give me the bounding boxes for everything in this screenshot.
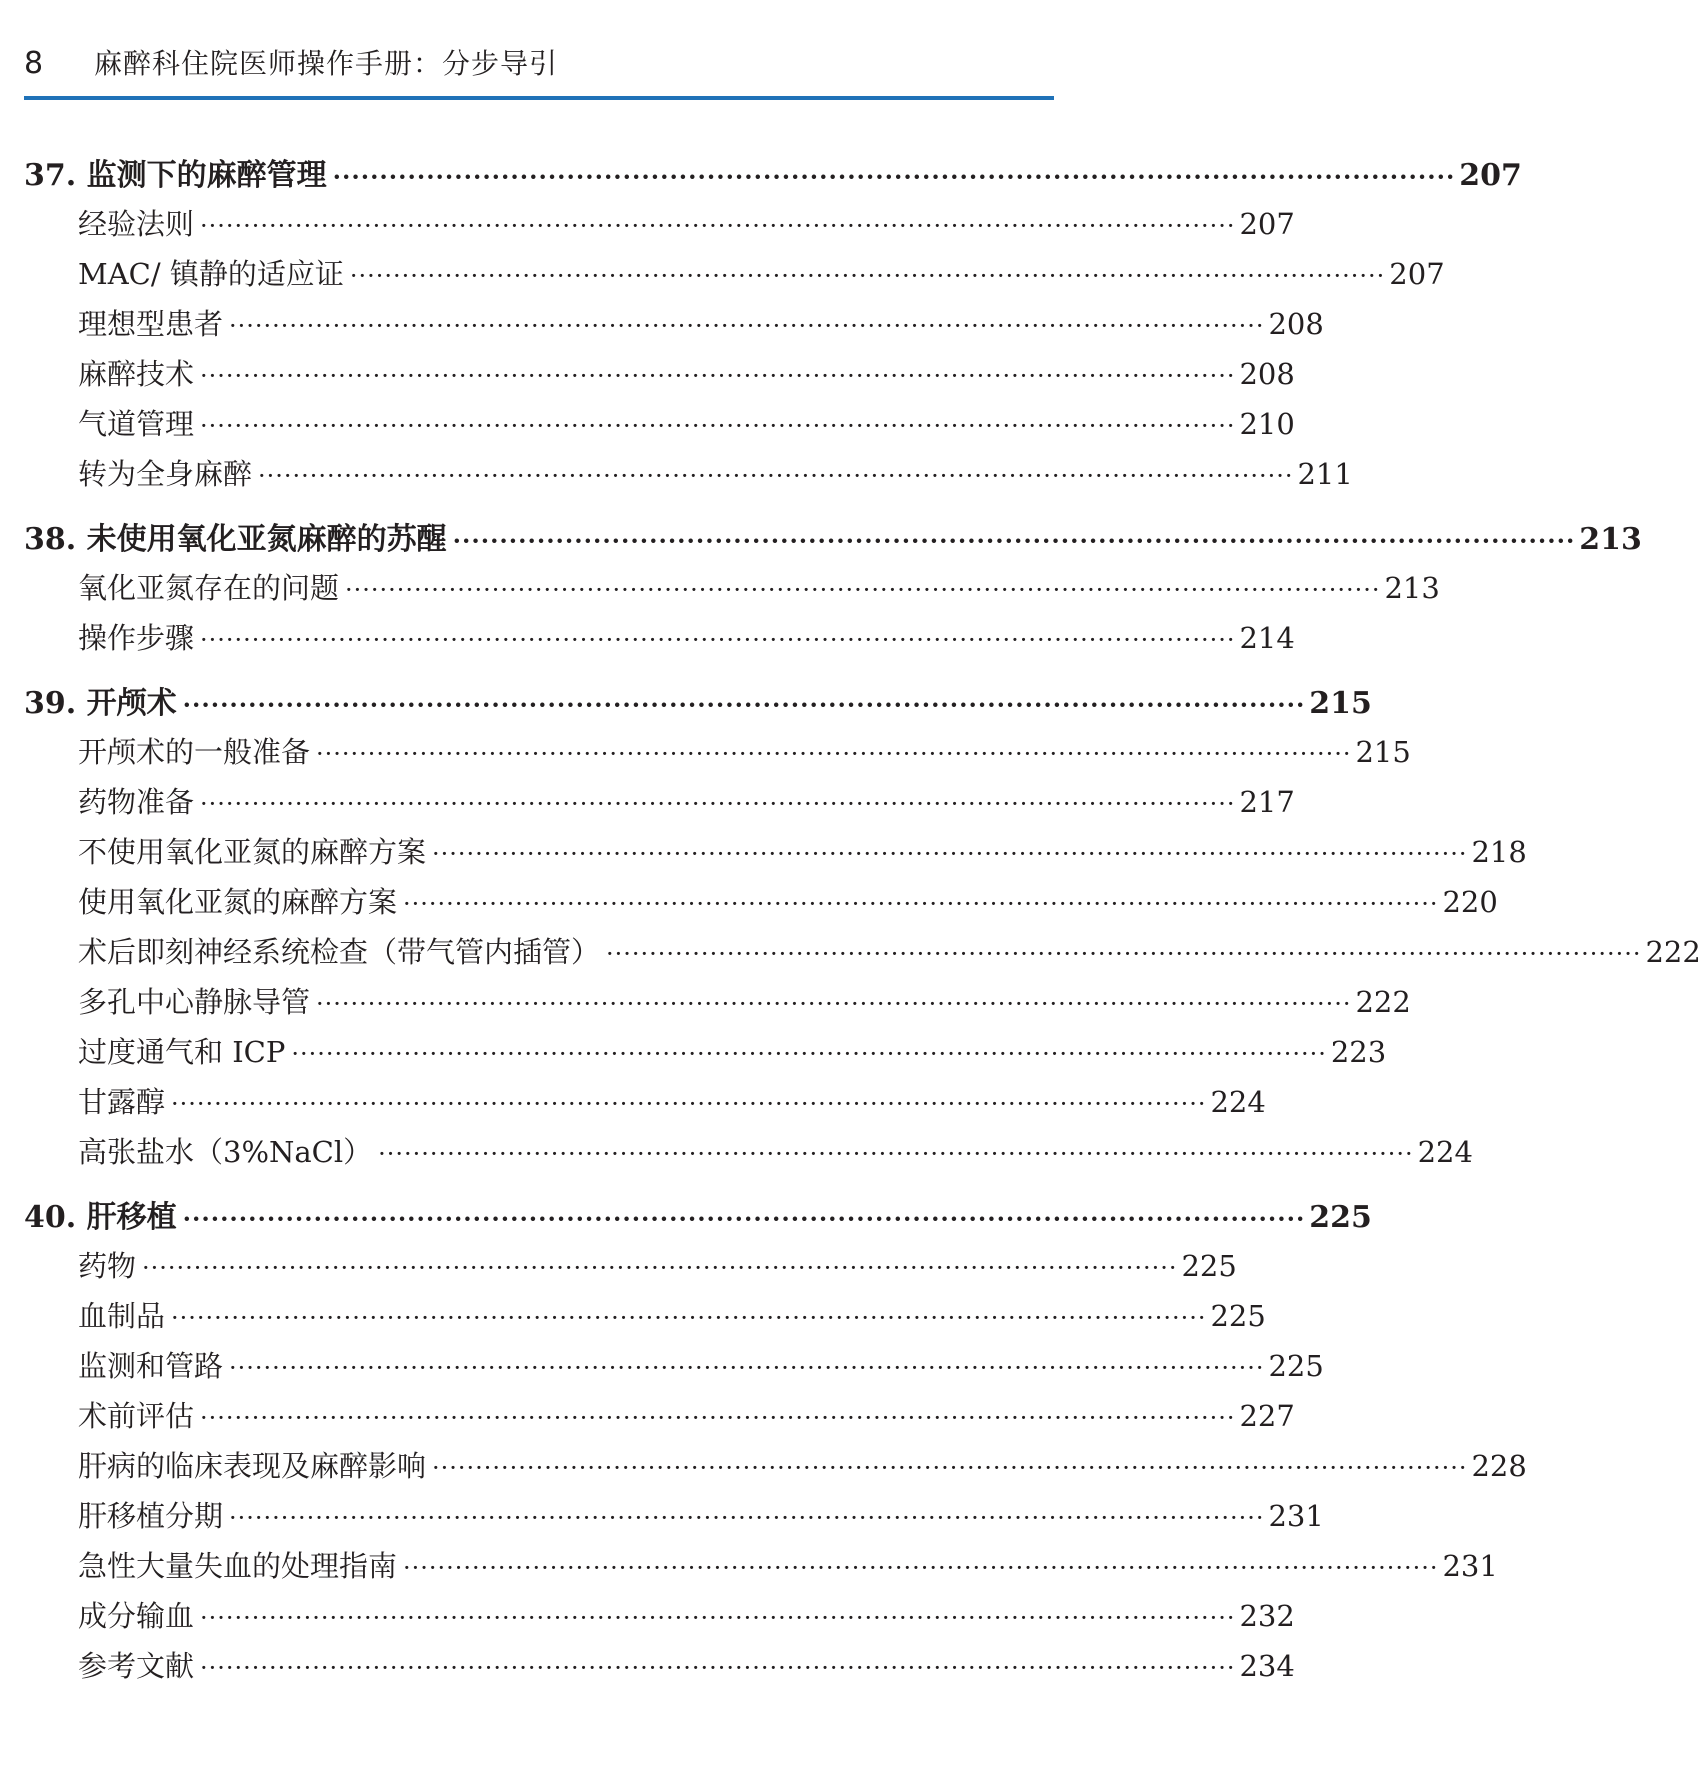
toc-entry[interactable] bbox=[24, 302, 1324, 352]
toc-entry[interactable] bbox=[24, 1080, 1266, 1130]
dot-leader: ························································································································ bbox=[316, 740, 1352, 768]
page-number: 8 bbox=[24, 46, 44, 81]
dot-leader: ························································································································ bbox=[258, 462, 1294, 490]
toc-chapter bbox=[24, 514, 1642, 666]
entry-page-number: 224 bbox=[1417, 1135, 1473, 1169]
toc-entry[interactable] bbox=[24, 730, 1411, 780]
toc-entry[interactable] bbox=[24, 252, 1445, 302]
toc-entry[interactable] bbox=[24, 1494, 1324, 1544]
entry-page-number: 208 bbox=[1239, 357, 1295, 391]
dot-leader: ························································································································ bbox=[200, 362, 1236, 390]
dot-leader: ························································································································ bbox=[316, 990, 1352, 1018]
toc-entry[interactable] bbox=[24, 1544, 1498, 1594]
dot-leader: ························································································································ bbox=[200, 790, 1236, 818]
entry-page-number: 214 bbox=[1239, 621, 1295, 655]
entry-page-number: 225 bbox=[1268, 1349, 1324, 1383]
entry-title: 成分输血 bbox=[78, 1599, 195, 1633]
entry-page-number: 228 bbox=[1471, 1449, 1527, 1483]
entry-page-number: 225 bbox=[1210, 1299, 1266, 1333]
entry-page-number: 215 bbox=[1355, 735, 1411, 769]
chapter-heading[interactable] bbox=[24, 150, 1522, 202]
dot-leader: ························································································································ bbox=[171, 1304, 1207, 1332]
dot-leader: ························································································································ bbox=[182, 690, 1306, 719]
dot-leader: ························································································································ bbox=[171, 1090, 1207, 1118]
entry-page-number: 225 bbox=[1181, 1249, 1237, 1283]
running-header bbox=[24, 44, 1054, 100]
entry-title: 理想型患者 bbox=[78, 307, 224, 341]
entry-title: MAC/ 镇静的适应证 bbox=[78, 257, 344, 291]
entry-title: 多孔中心静脉导管 bbox=[78, 985, 311, 1019]
entry-title: 经验法则 bbox=[78, 207, 195, 241]
entry-title: 甘露醇 bbox=[78, 1085, 166, 1119]
dot-leader: ························································································································ bbox=[403, 890, 1439, 918]
dot-leader: ························································································································ bbox=[452, 526, 1576, 555]
chapter-heading[interactable] bbox=[24, 1192, 1372, 1244]
dot-leader: ························································································································ bbox=[432, 840, 1468, 868]
entry-title: 使用氧化亚氮的麻醉方案 bbox=[78, 885, 398, 919]
toc-entry[interactable] bbox=[24, 1444, 1527, 1494]
dot-leader: ························································································································ bbox=[432, 1454, 1468, 1482]
entry-title: 开颅术的一般准备 bbox=[78, 735, 311, 769]
entry-title: 术后即刻神经系统检查（带气管内插管） bbox=[78, 935, 601, 969]
dot-leader: ························································································································ bbox=[606, 940, 1642, 968]
entry-title: 转为全身麻醉 bbox=[78, 457, 253, 491]
dot-leader: ························································································································ bbox=[378, 1140, 1414, 1168]
chapter-page-number: 207 bbox=[1459, 158, 1522, 193]
entry-page-number: 227 bbox=[1239, 1399, 1295, 1433]
toc-entry[interactable] bbox=[24, 1294, 1266, 1344]
entry-page-number: 223 bbox=[1330, 1035, 1387, 1069]
toc-entry[interactable] bbox=[24, 1130, 1473, 1180]
table-of-contents bbox=[24, 150, 1701, 1706]
toc-entry[interactable] bbox=[24, 780, 1295, 830]
entry-title: 不使用氧化亚氮的麻醉方案 bbox=[78, 835, 427, 869]
entry-title: 急性大量失血的处理指南 bbox=[78, 1549, 398, 1583]
entry-title: 肝病的临床表现及麻醉影响 bbox=[78, 1449, 427, 1483]
entry-title: 肝移植分期 bbox=[78, 1499, 224, 1533]
dot-leader: ························································································································ bbox=[349, 262, 1386, 290]
chapter-heading[interactable] bbox=[24, 678, 1372, 730]
entry-title: 过度通气和 ICP bbox=[78, 1035, 286, 1069]
entry-page-number: 222 bbox=[1645, 935, 1701, 969]
entry-page-number: 231 bbox=[1442, 1549, 1498, 1583]
entry-title: 气道管理 bbox=[78, 407, 195, 441]
chapter-title: 39. 开颅术 bbox=[24, 686, 177, 721]
entry-title: 药物 bbox=[78, 1249, 137, 1283]
dot-leader: ························································································································ bbox=[332, 162, 1456, 191]
chapter-title: 37. 监测下的麻醉管理 bbox=[24, 158, 327, 193]
chapter-page-number: 225 bbox=[1309, 1200, 1372, 1235]
toc-entry[interactable] bbox=[24, 1394, 1295, 1444]
entry-page-number: 224 bbox=[1210, 1085, 1266, 1119]
toc-entry[interactable] bbox=[24, 1030, 1387, 1080]
entry-page-number: 207 bbox=[1389, 257, 1445, 291]
toc-entry[interactable] bbox=[24, 1244, 1237, 1294]
toc-entry[interactable] bbox=[24, 930, 1701, 980]
toc-entry[interactable] bbox=[24, 452, 1353, 502]
dot-leader: ························································································································ bbox=[403, 1554, 1439, 1582]
entry-title: 操作步骤 bbox=[78, 621, 195, 655]
toc-entry[interactable] bbox=[24, 1644, 1295, 1694]
toc-chapter bbox=[24, 678, 1701, 1180]
chapter-title: 38. 未使用氧化亚氮麻醉的苏醒 bbox=[24, 522, 447, 557]
entry-page-number: 207 bbox=[1239, 207, 1295, 241]
entry-page-number: 210 bbox=[1239, 407, 1295, 441]
dot-leader: ························································································································ bbox=[291, 1040, 1327, 1068]
chapter-page-number: 213 bbox=[1579, 522, 1642, 557]
entry-title: 药物准备 bbox=[78, 785, 195, 819]
dot-leader: ························································································································ bbox=[200, 1604, 1236, 1632]
chapter-heading[interactable] bbox=[24, 514, 1642, 566]
book-title: 麻醉科住院医师操作手册：分步导引 bbox=[94, 47, 559, 80]
toc-entry[interactable] bbox=[24, 566, 1440, 616]
dot-leader: ························································································································ bbox=[142, 1254, 1178, 1282]
chapter-title: 40. 肝移植 bbox=[24, 1200, 177, 1235]
entry-title: 氧化亚氮存在的问题 bbox=[78, 571, 340, 605]
entry-title: 参考文献 bbox=[78, 1649, 195, 1683]
dot-leader: ························································································································ bbox=[182, 1204, 1306, 1233]
entry-page-number: 213 bbox=[1384, 571, 1440, 605]
chapter-page-number: 215 bbox=[1309, 686, 1372, 721]
entry-title: 术前评估 bbox=[78, 1399, 195, 1433]
entry-page-number: 218 bbox=[1471, 835, 1527, 869]
toc-entry[interactable] bbox=[24, 830, 1527, 880]
entry-page-number: 231 bbox=[1268, 1499, 1324, 1533]
entry-page-number: 234 bbox=[1239, 1649, 1295, 1683]
entry-page-number: 208 bbox=[1268, 307, 1324, 341]
dot-leader: ························································································································ bbox=[345, 576, 1381, 604]
dot-leader: ························································································································ bbox=[200, 1654, 1236, 1682]
dot-leader: ························································································································ bbox=[229, 312, 1265, 340]
entry-page-number: 211 bbox=[1297, 457, 1353, 491]
entry-page-number: 232 bbox=[1239, 1599, 1295, 1633]
entry-page-number: 217 bbox=[1239, 785, 1295, 819]
dot-leader: ························································································································ bbox=[200, 412, 1236, 440]
dot-leader: ························································································································ bbox=[229, 1504, 1265, 1532]
toc-entry[interactable] bbox=[24, 352, 1295, 402]
entry-title: 血制品 bbox=[78, 1299, 166, 1333]
toc-entry[interactable] bbox=[24, 1344, 1324, 1394]
toc-entry[interactable] bbox=[24, 202, 1295, 252]
dot-leader: ························································································································ bbox=[200, 626, 1236, 654]
entry-page-number: 220 bbox=[1442, 885, 1498, 919]
toc-entry[interactable] bbox=[24, 616, 1295, 666]
entry-title: 高张盐水（3%NaCl） bbox=[78, 1135, 373, 1169]
toc-chapter bbox=[24, 150, 1522, 502]
dot-leader: ························································································································ bbox=[229, 1354, 1265, 1382]
toc-chapter bbox=[24, 1192, 1527, 1694]
toc-entry[interactable] bbox=[24, 1594, 1295, 1644]
entry-title: 监测和管路 bbox=[78, 1349, 224, 1383]
dot-leader: ························································································································ bbox=[200, 1404, 1236, 1432]
toc-entry[interactable] bbox=[24, 980, 1411, 1030]
entry-title: 麻醉技术 bbox=[78, 357, 195, 391]
dot-leader: ························································································································ bbox=[200, 212, 1236, 240]
toc-entry[interactable] bbox=[24, 880, 1498, 930]
entry-page-number: 222 bbox=[1355, 985, 1411, 1019]
toc-entry[interactable] bbox=[24, 402, 1295, 452]
